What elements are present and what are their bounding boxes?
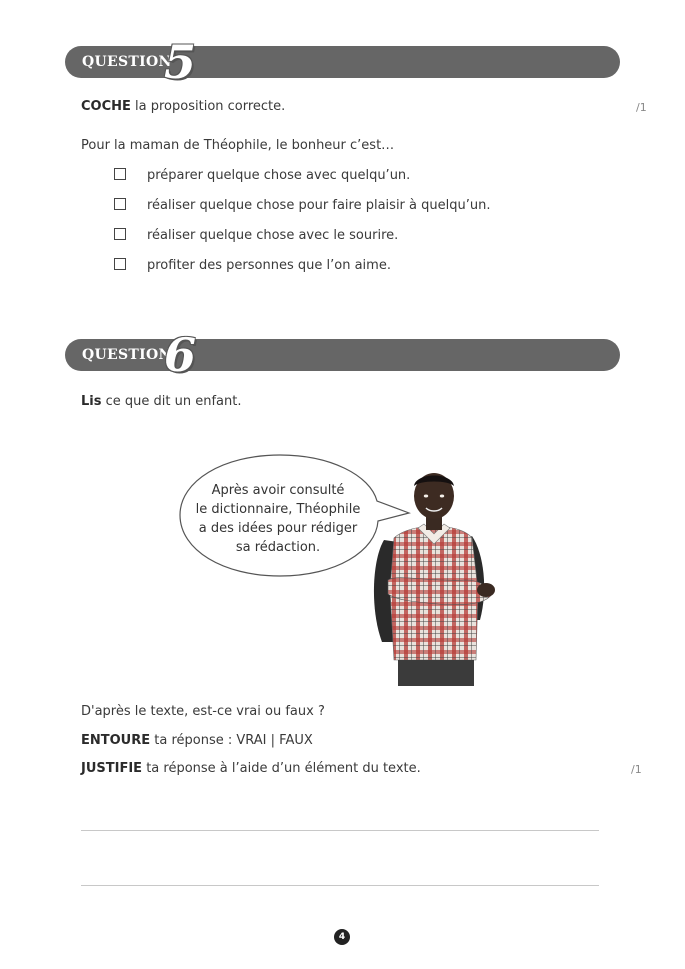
option-label: réaliser quelque chose pour faire plaisir à quelqu’un.	[147, 198, 491, 213]
question-label: QUESTION	[82, 347, 172, 363]
answer-line-1[interactable]	[81, 830, 599, 831]
q6-question: D'après le texte, est-ce vrai ou faux ?	[81, 704, 325, 719]
instruction-text: la proposition correcte.	[130, 99, 286, 114]
q5-instruction	[81, 99, 285, 114]
bubble-line: a des idées pour rédiger	[198, 521, 358, 536]
checkbox[interactable]	[114, 228, 126, 240]
q6-entoure	[81, 733, 313, 748]
q6-score: /1	[631, 763, 642, 776]
q6-justifie	[81, 761, 421, 776]
option-2[interactable]	[114, 198, 490, 213]
question-number: 6	[164, 328, 197, 382]
answer-line-2[interactable]	[81, 885, 599, 886]
bubble-line: le dictionnaire, Théophile	[195, 502, 361, 517]
instruction-verb: ENTOURE	[81, 733, 151, 748]
bubble-line: sa rédaction.	[235, 540, 321, 555]
option-4[interactable]	[114, 258, 391, 273]
question-number: 5	[164, 35, 197, 89]
option-label: profiter des personnes que l’on aime.	[147, 258, 391, 273]
option-1[interactable]	[114, 168, 410, 183]
q5-prompt: Pour la maman de Théophile, le bonheur c’est…	[81, 138, 395, 153]
option-label: réaliser quelque chose avec le sourire.	[147, 228, 399, 243]
option-3[interactable]	[114, 228, 398, 243]
question-label: QUESTION	[82, 54, 172, 70]
option-label: préparer quelque chose avec quelqu’un.	[147, 168, 411, 183]
bubble-text	[178, 481, 378, 557]
question-5-header	[65, 35, 620, 89]
q6-instruction	[81, 394, 241, 409]
instruction-text: ta réponse à l’aide d’un élément du texte.	[142, 761, 421, 776]
checkbox[interactable]	[114, 198, 126, 210]
checkbox[interactable]	[114, 258, 126, 270]
instruction-text: ta réponse : VRAI | FAUX	[150, 733, 313, 748]
checkbox[interactable]	[114, 168, 126, 180]
bubble-line: Après avoir consulté	[211, 483, 345, 498]
instruction-verb: JUSTIFIE	[81, 761, 143, 776]
page-number: 4	[334, 929, 350, 945]
instruction-text: ce que dit un enfant.	[101, 394, 242, 409]
instruction-verb: Lis	[81, 394, 102, 409]
instruction-verb: COCHE	[81, 99, 131, 114]
child-photo	[368, 470, 500, 686]
question-6-header	[65, 328, 620, 382]
q5-score: /1	[636, 101, 647, 114]
